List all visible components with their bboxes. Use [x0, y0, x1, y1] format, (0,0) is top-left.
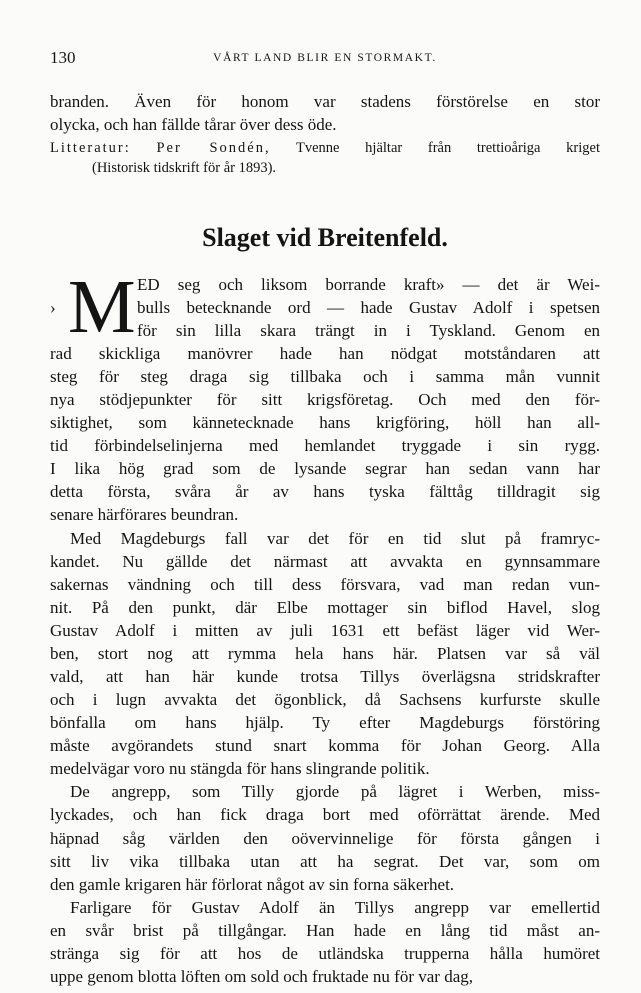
drop-cap: M — [68, 264, 136, 349]
literature-source: (Historisk tidskrift för år 1893). — [92, 160, 277, 177]
intro-line: branden. Även för honom var stadens förstörelse en stor — [50, 92, 600, 111]
section-heading: Slaget vid Breitenfeld. — [202, 222, 448, 252]
paragraph-line: en svår brist på tillgångar. Han hade en lång tid måst an- — [50, 920, 600, 940]
running-header — [50, 48, 600, 72]
paragraph-line: ben, stort nog att rymma hela hans här. Platsen var så väl — [50, 643, 600, 663]
paragraph-line: De angrepp, som Tilly gjorde på lägret i Werben, miss- — [70, 782, 600, 802]
literature-author: Per Sondén, — [156, 140, 271, 157]
paragraph-line: måste avgörandets stund snart komma för Johan Georg. Alla — [50, 736, 600, 756]
paragraph-line: stränga sig för att hos de utländska trupperna hålla humöret — [50, 943, 600, 963]
dropcap-line: för sin lilla skara trängt in i Tyskland. Genom en — [137, 320, 600, 340]
paragraph-line: lyckades, och han fick draga bort med oförrättat ärende. Med — [50, 805, 600, 825]
dropcap-line: bulls betecknande ord — hade Gustav Adolf i spetsen — [137, 297, 600, 317]
paragraph-line: den gamle krigaren här förlorat något av sin forna säkerhet. — [50, 874, 455, 894]
paragraph-line: Med Magdeburgs fall var det för en tid slut på framryc- — [70, 528, 600, 548]
paragraph-line: medelvägar voro nu stängda för hans slingrande politik. — [50, 759, 430, 779]
paragraph-line: Farligare för Gustav Adolf än Tillys angrepp var emellertid — [70, 897, 600, 917]
paragraph-line: uppe genom blotta löften om sold och fruktade nu för var dag, — [50, 967, 473, 986]
paragraph-line: tid förbindelselinjerna med hemlandet tryggade i sin rygg. — [50, 436, 600, 456]
paragraph-line: detta första, svåra år av hans tyska fälttåg tilldragit sig — [50, 482, 600, 502]
paragraph-line: rad skickliga manövrer hade han nödgat motståndaren att — [50, 343, 600, 363]
paragraph-line: Gustav Adolf i mitten av juli 1631 ett befäst läger vid Wer- — [50, 620, 600, 640]
page-number: 130 — [50, 48, 76, 67]
paragraph-line: vald, att han här kunde trotsa Tillys överlägsna stridskrafter — [50, 667, 600, 686]
literature-label: Litteratur: — [50, 140, 131, 157]
paragraph-line: bönfalla om hans hjälp. Ty efter Magdeburgs förstöring — [50, 713, 600, 733]
paragraph-line: nit. På den punkt, där Elbe mottager sin biflod Havel, slog — [50, 597, 600, 617]
paragraph-line: sakernas vändning och till dess försvara, vad man redan vun- — [50, 574, 600, 594]
paragraph-line: och i lugn avvakta det ögonblick, då Sachsens kurfurste skulle — [50, 690, 600, 710]
dropcap-line: ED seg och liksom borrande kraft» — det är Wei- — [137, 274, 600, 294]
paragraph-line: siktighet, som kännetecknade hans krigföring, höll han all- — [50, 413, 600, 433]
quote-mark: › — [50, 297, 56, 317]
paragraph-line: sitt liv vika tillbaka utan att ha segrat. Det var, som om — [50, 851, 600, 871]
paragraph-line: senare härförares beundran. — [50, 505, 239, 525]
paragraph-line: nya stödjepunkter för sitt krigsföretag. Och med den för- — [50, 390, 600, 410]
running-title: VÅRT LAND BLIR EN STORMAKT. — [213, 52, 437, 64]
paragraph-line: I lika hög grad som de lysande segrar han sedan vann har — [50, 459, 600, 479]
paragraph-line: häpnad såg världen den oövervinnelige för första gången i — [50, 828, 600, 848]
paragraph-line: kandet. Nu gällde det närmast att avvakta en gynnsammare — [50, 551, 600, 571]
paragraph-line: steg för steg draga sig tillbaka och i samma mån vunnit — [50, 367, 600, 386]
literature-title: Tvenne hjältar från trettioåriga kriget — [296, 140, 600, 157]
intro-line: olycka, och han fällde tårar över dess öde. — [50, 115, 337, 135]
